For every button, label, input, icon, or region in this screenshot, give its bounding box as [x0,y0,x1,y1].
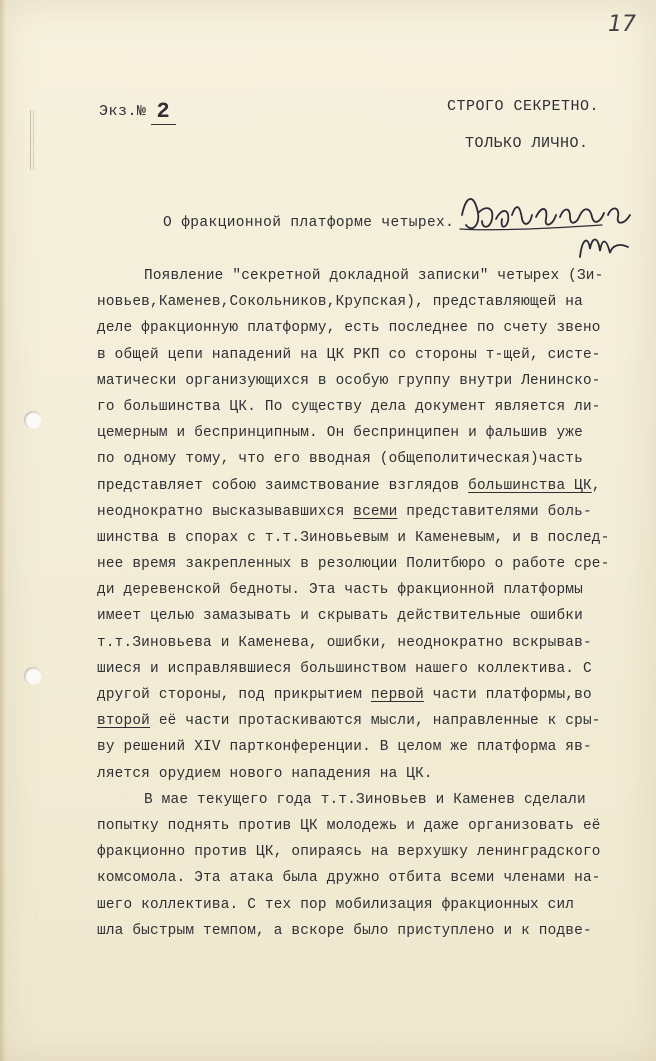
text-run: попытку поднять против ЦК молодежь и даже организовать её [97,817,601,834]
text-run: нее время закрепленных в резолюции Политбюро о работе сре- [97,556,610,573]
text-line [97,263,617,289]
text-run: комсомола. Эта атака была дружно отбита всеми членами на- [97,870,601,887]
text-run: представляет собою заимствование взглядов [97,477,469,494]
text-line [97,368,617,394]
text-line [97,499,617,525]
text-run: ди деревенской бедноты. Эта часть фракционной платформы [97,582,583,599]
copy-label: Экз.№ [99,103,147,120]
handwritten-resolution-signature [452,185,637,265]
text-line [97,473,617,499]
text-line [97,656,617,682]
text-run: , [591,477,601,494]
text-line [97,708,617,734]
text-line [97,787,617,813]
text-run: по одному тому, что его вводная (общеполитическая)часть [97,451,583,468]
punch-hole-upper [24,411,42,429]
text-run: Появление "секретной докладной записки" четырех (Зи- [144,268,604,284]
text-line [97,342,617,368]
text-run: имеет целью замазывать и скрывать действительные ошибки [97,608,583,625]
text-line [97,865,617,891]
text-run: её части протаскиваются мысли, направленные к сры- [150,713,601,730]
text-line [97,446,617,472]
text-line [97,603,617,629]
text-run: ву решений XIV партконференции. В целом же платформа яв- [97,739,592,756]
text-line [97,315,617,341]
text-run: матически организующихся в особую группу внутри Ленинско- [97,372,601,389]
text-line [97,734,617,760]
paragraph [97,787,617,944]
text-run: фракционно против ЦК, опираясь на верхушку ленинградского [97,844,601,861]
text-line [97,577,617,603]
distribution-note: ТОЛЬКО ЛИЧНО. [465,135,589,152]
text-run: шего коллектива. С тех пор мобилизация фракционных сил [97,896,575,913]
text-line [97,420,617,446]
copy-number: 2 [151,99,177,125]
text-line [97,682,617,708]
text-run: цемерным и беспринципным. Он беспринципен и фальшив уже [97,425,583,442]
text-run: неоднократно высказывавшихся [97,503,354,520]
underlined-text: всеми [353,503,398,520]
text-run: представителями боль- [397,503,592,520]
text-run: другой стороны, под прикрытием [97,687,371,703]
text-line [97,394,617,420]
paper-fold-mark [30,110,34,170]
text-run: шинства в спорах с т.т.Зиновьевым и Каменевым, и в послед- [97,529,610,546]
paragraph [97,263,617,787]
text-run: ляется орудием нового нападения на ЦК. [97,765,433,782]
text-run: т.т.Зиновьева и Каменева, ошибки, неоднократно вскрывав- [97,634,592,651]
text-run: части платформы,во [423,687,592,703]
punch-hole-lower [24,667,42,685]
underlined-text: большинства ЦК [468,477,592,494]
text-line [97,761,617,787]
page-number: 17 [608,12,636,37]
text-line [97,551,617,577]
document-body [97,263,617,944]
text-run: в общей цепи нападений на ЦК РКП со стороны т-щей, систе- [97,346,601,363]
underlined-text: второй [97,713,151,730]
text-run: шиеся и исправлявшиеся большинством нашего коллектива. С [97,660,592,677]
text-run: деле фракционную платформу, есть последнее по счету звено [97,320,601,337]
copy-number-label [99,97,176,123]
underlined-text: первой [370,687,424,703]
text-run: шла быстрым темпом, а вскоре было приступлено и к подве- [97,922,592,939]
classification-stamp: СТРОГО СЕКРЕТНО. [447,98,600,115]
text-line [97,289,617,315]
text-line [97,630,617,656]
text-line [97,918,617,944]
text-run: новьев,Каменев,Сокольников,Крупская), представляющей на [97,294,583,311]
text-line [97,525,617,551]
text-line [97,839,617,865]
paper-edge [0,0,6,1061]
text-line [97,892,617,918]
text-line [97,813,617,839]
document-title: О фракционной платформе четырех. [163,215,455,231]
text-run: В мае текущего года т.т.Зиновьев и Каменев сделали [144,791,586,808]
text-run: го большинства ЦК. По существу дела документ является ли- [97,398,601,415]
